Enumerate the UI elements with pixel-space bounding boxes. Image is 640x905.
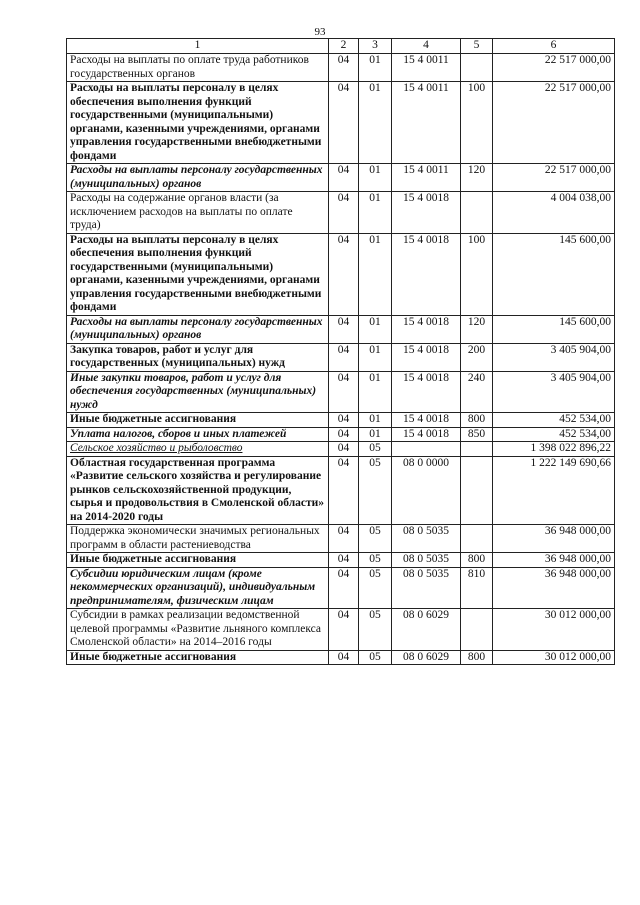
amount-cell: 22 517 000,00 — [493, 164, 615, 192]
column-header: 2 — [329, 39, 359, 54]
expense-type-cell: 800 — [461, 553, 493, 568]
row-name-cell: Расходы на выплаты персоналу государственных (муниципальных) органов — [67, 164, 329, 192]
row-name-cell: Сельское хозяйство и рыболовство — [67, 442, 329, 457]
subsection-code-cell: 01 — [359, 164, 392, 192]
amount-cell: 36 948 000,00 — [493, 525, 615, 553]
amount-cell: 1 222 149 690,66 — [493, 456, 615, 525]
table-row — [67, 567, 615, 609]
amount-cell: 30 012 000,00 — [493, 609, 615, 651]
subsection-code-cell: 05 — [359, 525, 392, 553]
amount-cell: 145 600,00 — [493, 315, 615, 343]
section-code-cell: 04 — [329, 315, 359, 343]
target-item-cell: 15 4 0011 — [392, 54, 461, 82]
table-row — [67, 371, 615, 413]
table-row — [67, 525, 615, 553]
subsection-code-cell: 05 — [359, 650, 392, 665]
section-code-cell: 04 — [329, 650, 359, 665]
column-header: 1 — [67, 39, 329, 54]
row-name-cell: Субсидии юридическим лицам (кроме некоммерческих организаций), индивидуальным предпринимателям, физическим лицам — [67, 567, 329, 609]
target-item-cell: 15 4 0018 — [392, 233, 461, 315]
expense-type-cell — [461, 192, 493, 234]
amount-cell: 3 405 904,00 — [493, 343, 615, 371]
subsection-code-cell: 01 — [359, 233, 392, 315]
row-name-cell: Расходы на выплаты персоналу в целях обеспечения выполнения функций государственными (муниципальными) органами, казенными учреждениями, органами управления государственными внебюджетными фондами — [67, 233, 329, 315]
table-row — [67, 54, 615, 82]
amount-cell: 22 517 000,00 — [493, 82, 615, 164]
target-item-cell: 08 0 0000 — [392, 456, 461, 525]
row-name-cell: Иные бюджетные ассигнования — [67, 650, 329, 665]
target-item-cell: 08 0 6029 — [392, 609, 461, 651]
subsection-code-cell: 01 — [359, 82, 392, 164]
table-row — [67, 609, 615, 651]
amount-cell: 36 948 000,00 — [493, 567, 615, 609]
subsection-code-cell: 01 — [359, 54, 392, 82]
target-item-cell: 15 4 0018 — [392, 343, 461, 371]
expense-type-cell: 100 — [461, 82, 493, 164]
expense-type-cell: 810 — [461, 567, 493, 609]
target-item-cell: 08 0 5035 — [392, 553, 461, 568]
budget-table — [66, 38, 615, 665]
subsection-code-cell: 05 — [359, 567, 392, 609]
table-row — [67, 553, 615, 568]
amount-cell: 452 534,00 — [493, 427, 615, 442]
section-code-cell: 04 — [329, 82, 359, 164]
target-item-cell: 15 4 0018 — [392, 413, 461, 428]
expense-type-cell: 240 — [461, 371, 493, 413]
expense-type-cell — [461, 609, 493, 651]
target-item-cell: 15 4 0011 — [392, 82, 461, 164]
section-code-cell: 04 — [329, 343, 359, 371]
amount-cell: 36 948 000,00 — [493, 553, 615, 568]
row-name-cell: Расходы на содержание органов власти (за исключением расходов на выплаты по оплате труда) — [67, 192, 329, 234]
row-name-cell: Закупка товаров, работ и услуг для государственных (муниципальных) нужд — [67, 343, 329, 371]
subsection-code-cell: 05 — [359, 553, 392, 568]
row-name-cell: Поддержка экономически значимых региональных программ в области растениеводства — [67, 525, 329, 553]
expense-type-cell: 120 — [461, 315, 493, 343]
table-header-row — [67, 39, 615, 54]
section-code-cell: 04 — [329, 553, 359, 568]
amount-cell: 4 004 038,00 — [493, 192, 615, 234]
row-name-cell: Иные закупки товаров, работ и услуг для обеспечения государственных (муниципальных) нужд — [67, 371, 329, 413]
section-code-cell: 04 — [329, 567, 359, 609]
expense-type-cell: 120 — [461, 164, 493, 192]
subsection-code-cell: 01 — [359, 413, 392, 428]
row-name-cell: Расходы на выплаты по оплате труда работников государственных органов — [67, 54, 329, 82]
row-name-cell: Расходы на выплаты персоналу государственных (муниципальных) органов — [67, 315, 329, 343]
table-row — [67, 456, 615, 525]
row-name-cell: Субсидии в рамках реализации ведомственной целевой программы «Развитие льняного комплекса Смоленской области» на 2014–2016 годы — [67, 609, 329, 651]
column-header: 5 — [461, 39, 493, 54]
target-item-cell — [392, 442, 461, 457]
target-item-cell: 15 4 0018 — [392, 315, 461, 343]
section-code-cell: 04 — [329, 164, 359, 192]
expense-type-cell — [461, 456, 493, 525]
row-name-cell: Областная государственная программа «Развитие сельского хозяйства и регулирование рынков сельскохозяйственной продукции, сырья и продовольствия в Смоленской области» на 2014-2020 годы — [67, 456, 329, 525]
expense-type-cell — [461, 525, 493, 553]
expense-type-cell: 850 — [461, 427, 493, 442]
section-code-cell: 04 — [329, 442, 359, 457]
subsection-code-cell: 05 — [359, 609, 392, 651]
subsection-code-cell: 01 — [359, 315, 392, 343]
table-row — [67, 427, 615, 442]
row-name-cell: Иные бюджетные ассигнования — [67, 553, 329, 568]
section-code-cell: 04 — [329, 456, 359, 525]
amount-cell: 30 012 000,00 — [493, 650, 615, 665]
table-row — [67, 413, 615, 428]
column-header: 6 — [493, 39, 615, 54]
amount-cell: 22 517 000,00 — [493, 54, 615, 82]
page-number: 93 — [314, 26, 326, 38]
table-row — [67, 233, 615, 315]
expense-type-cell: 100 — [461, 233, 493, 315]
target-item-cell: 08 0 5035 — [392, 525, 461, 553]
target-item-cell: 15 4 0018 — [392, 427, 461, 442]
subsection-code-cell: 01 — [359, 343, 392, 371]
table-row — [67, 315, 615, 343]
subsection-code-cell: 01 — [359, 427, 392, 442]
table-row — [67, 442, 615, 457]
expense-type-cell: 800 — [461, 650, 493, 665]
section-code-cell: 04 — [329, 609, 359, 651]
section-code-cell: 04 — [329, 371, 359, 413]
target-item-cell: 15 4 0011 — [392, 164, 461, 192]
subsection-code-cell: 01 — [359, 371, 392, 413]
section-code-cell: 04 — [329, 233, 359, 315]
section-code-cell: 04 — [329, 54, 359, 82]
subsection-code-cell: 01 — [359, 192, 392, 234]
table-row — [67, 650, 615, 665]
amount-cell: 3 405 904,00 — [493, 371, 615, 413]
amount-cell: 452 534,00 — [493, 413, 615, 428]
target-item-cell: 15 4 0018 — [392, 371, 461, 413]
table-row — [67, 192, 615, 234]
section-code-cell: 04 — [329, 413, 359, 428]
row-name-cell: Расходы на выплаты персоналу в целях обеспечения выполнения функций государственными (муниципальными) органами, казенными учреждениями, органами управления государственными внебюджетными фондами — [67, 82, 329, 164]
table-row — [67, 82, 615, 164]
amount-cell: 145 600,00 — [493, 233, 615, 315]
column-header: 3 — [359, 39, 392, 54]
row-name-cell: Уплата налогов, сборов и иных платежей — [67, 427, 329, 442]
subsection-code-cell: 05 — [359, 442, 392, 457]
section-code-cell: 04 — [329, 427, 359, 442]
row-name-cell: Иные бюджетные ассигнования — [67, 413, 329, 428]
section-code-cell: 04 — [329, 192, 359, 234]
table-row — [67, 343, 615, 371]
section-code-cell: 04 — [329, 525, 359, 553]
amount-cell: 1 398 022 896,22 — [493, 442, 615, 457]
expense-type-cell: 200 — [461, 343, 493, 371]
expense-type-cell: 800 — [461, 413, 493, 428]
target-item-cell: 08 0 5035 — [392, 567, 461, 609]
expense-type-cell — [461, 54, 493, 82]
target-item-cell: 15 4 0018 — [392, 192, 461, 234]
subsection-code-cell: 05 — [359, 456, 392, 525]
column-header: 4 — [392, 39, 461, 54]
table-row — [67, 164, 615, 192]
expense-type-cell — [461, 442, 493, 457]
target-item-cell: 08 0 6029 — [392, 650, 461, 665]
